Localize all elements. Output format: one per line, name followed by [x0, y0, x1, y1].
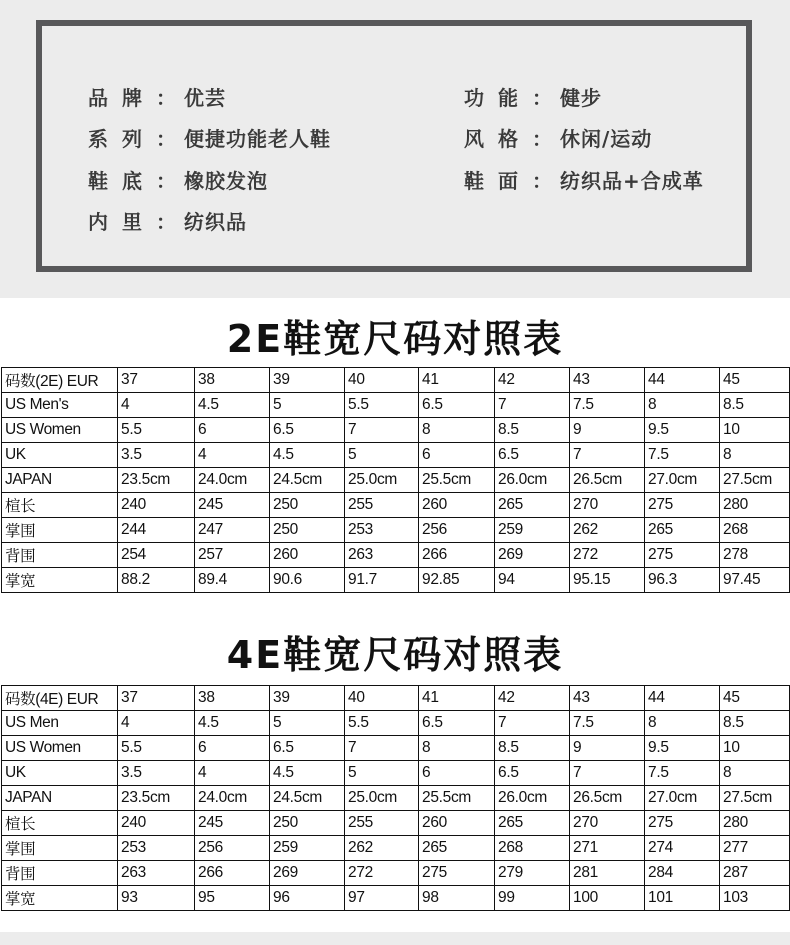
table-cell: 90.6: [270, 568, 345, 593]
table-cell: 257: [195, 543, 270, 568]
row-header-cell: JAPAN: [2, 468, 118, 493]
table-row: [2, 886, 790, 911]
table-cell: 255: [345, 493, 419, 518]
info-upper-label: 鞋面：: [464, 169, 566, 193]
table-cell: 24.0cm: [195, 786, 270, 811]
table-cell: 43: [570, 686, 645, 711]
table-cell: 38: [195, 368, 270, 393]
table-cell: 253: [345, 518, 419, 543]
info-style-label: 风格：: [464, 127, 566, 151]
table-cell: 260: [419, 811, 495, 836]
table-cell: 6: [419, 761, 495, 786]
row-header-cell: 掌宽: [2, 568, 118, 593]
row-header-cell: US Men: [2, 711, 118, 736]
table-cell: 5.5: [345, 393, 419, 418]
table-cell: 8.5: [720, 393, 790, 418]
table-cell: 245: [195, 493, 270, 518]
table-cell: 7.5: [645, 443, 720, 468]
table-cell: 27.5cm: [720, 468, 790, 493]
info-sole-value: 橡胶发泡: [184, 169, 268, 193]
table-cell: 275: [645, 543, 720, 568]
table-cell: 45: [720, 368, 790, 393]
table-cell: 3.5: [118, 761, 195, 786]
table-cell: 259: [495, 518, 570, 543]
table-cell: 250: [270, 518, 345, 543]
table-cell: 92.85: [419, 568, 495, 593]
table-row: [2, 761, 790, 786]
table-cell: 8: [419, 736, 495, 761]
table-cell: 255: [345, 811, 419, 836]
table-cell: 93: [118, 886, 195, 911]
table-row: [2, 786, 790, 811]
table-cell: 88.2: [118, 568, 195, 593]
info-sole: [88, 165, 268, 194]
table-cell: 6: [195, 418, 270, 443]
table-cell: 256: [419, 518, 495, 543]
table-cell: 4: [195, 761, 270, 786]
table-cell: 10: [720, 418, 790, 443]
table-cell: 266: [195, 861, 270, 886]
table-cell: 25.0cm: [345, 468, 419, 493]
product-info-box: [36, 20, 752, 272]
info-lining-value: 纺织品: [184, 210, 247, 234]
table-cell: 27.0cm: [645, 468, 720, 493]
table-cell: 7: [570, 443, 645, 468]
table-cell: 6.5: [495, 761, 570, 786]
table-cell: 100: [570, 886, 645, 911]
table-cell: 95.15: [570, 568, 645, 593]
table-cell: 5.5: [118, 736, 195, 761]
table-cell: 263: [345, 543, 419, 568]
table-row: [2, 368, 790, 393]
table-cell: 274: [645, 836, 720, 861]
table-row: [2, 393, 790, 418]
table-cell: 25.5cm: [419, 786, 495, 811]
size-table-2e: [1, 367, 790, 593]
table-cell: 8: [419, 418, 495, 443]
table-row: [2, 811, 790, 836]
info-series: [88, 123, 331, 152]
table-cell: 39: [270, 686, 345, 711]
table-cell: 272: [570, 543, 645, 568]
table-cell: 262: [345, 836, 419, 861]
table-cell: 260: [270, 543, 345, 568]
info-sole-label: 鞋底：: [88, 169, 190, 193]
table-cell: 5: [345, 761, 419, 786]
product-info-panel: [0, 0, 790, 298]
info-style-value: 休闲/运动: [560, 127, 653, 151]
table-cell: 95: [195, 886, 270, 911]
table-cell: 7: [570, 761, 645, 786]
table-cell: 244: [118, 518, 195, 543]
table-cell: 4.5: [270, 761, 345, 786]
table-cell: 7.5: [570, 393, 645, 418]
table-cell: 4.5: [270, 443, 345, 468]
info-upper: [464, 165, 704, 194]
table-cell: 275: [645, 493, 720, 518]
table-cell: 43: [570, 368, 645, 393]
table-cell: 287: [720, 861, 790, 886]
row-header-cell: 背围: [2, 543, 118, 568]
table-cell: 277: [720, 836, 790, 861]
table-cell: 7: [345, 736, 419, 761]
table-cell: 254: [118, 543, 195, 568]
row-header-cell: 楦长: [2, 811, 118, 836]
table-cell: 9: [570, 418, 645, 443]
row-header-cell: 掌围: [2, 836, 118, 861]
table-cell: 8: [720, 761, 790, 786]
table-cell: 263: [118, 861, 195, 886]
row-header-cell: UK: [2, 443, 118, 468]
table-row: [2, 493, 790, 518]
table-cell: 89.4: [195, 568, 270, 593]
table-cell: 253: [118, 836, 195, 861]
table-cell: 8.5: [720, 711, 790, 736]
table-cell: 5: [270, 393, 345, 418]
table-cell: 26.0cm: [495, 468, 570, 493]
info-brand-value: 优芸: [184, 86, 226, 110]
bottom-bar: [0, 932, 790, 945]
table-cell: 278: [720, 543, 790, 568]
table-cell: 9.5: [645, 418, 720, 443]
table-cell: 44: [645, 686, 720, 711]
info-lining: [88, 206, 247, 235]
table-row: [2, 443, 790, 468]
table-row: [2, 861, 790, 886]
table-cell: 41: [419, 368, 495, 393]
table-cell: 44: [645, 368, 720, 393]
table-cell: 279: [495, 861, 570, 886]
table-cell: 6.5: [419, 711, 495, 736]
table-cell: 265: [495, 493, 570, 518]
table-cell: 103: [720, 886, 790, 911]
table-cell: 41: [419, 686, 495, 711]
table-cell: 247: [195, 518, 270, 543]
table-cell: 265: [645, 518, 720, 543]
table-cell: 4: [118, 393, 195, 418]
row-header-cell: US Women: [2, 736, 118, 761]
table-cell: 7.5: [645, 761, 720, 786]
table-cell: 8.5: [495, 418, 570, 443]
table-cell: 250: [270, 493, 345, 518]
table-cell: 8.5: [495, 736, 570, 761]
size-table-4e: [1, 685, 790, 911]
table-row: [2, 568, 790, 593]
table-cell: 24.0cm: [195, 468, 270, 493]
table-cell: 259: [270, 836, 345, 861]
table-cell: 265: [419, 836, 495, 861]
table-cell: 39: [270, 368, 345, 393]
table-cell: 6.5: [270, 418, 345, 443]
table-cell: 262: [570, 518, 645, 543]
table-cell: 265: [495, 811, 570, 836]
info-brand: [88, 82, 226, 111]
row-header-cell: UK: [2, 761, 118, 786]
row-header-cell: 码数(4E) EUR: [2, 686, 118, 711]
table-cell: 24.5cm: [270, 468, 345, 493]
row-header-cell: JAPAN: [2, 786, 118, 811]
table-cell: 7: [495, 393, 570, 418]
table-cell: 3.5: [118, 443, 195, 468]
table-cell: 4: [195, 443, 270, 468]
table-cell: 260: [419, 493, 495, 518]
table-cell: 269: [495, 543, 570, 568]
row-header-cell: 楦长: [2, 493, 118, 518]
table-row: [2, 686, 790, 711]
table-cell: 40: [345, 686, 419, 711]
table-cell: 9: [570, 736, 645, 761]
table-cell: 4.5: [195, 711, 270, 736]
table-cell: 96: [270, 886, 345, 911]
table-cell: 280: [720, 493, 790, 518]
table-cell: 5: [270, 711, 345, 736]
table-cell: 240: [118, 811, 195, 836]
table-cell: 6: [195, 736, 270, 761]
table-cell: 6.5: [419, 393, 495, 418]
table-cell: 240: [118, 493, 195, 518]
table-cell: 270: [570, 811, 645, 836]
table-cell: 45: [720, 686, 790, 711]
table-cell: 6: [419, 443, 495, 468]
table-cell: 6.5: [495, 443, 570, 468]
table-cell: 272: [345, 861, 419, 886]
table-2e-title: 2E鞋宽尺码对照表: [226, 317, 564, 361]
table-cell: 280: [720, 811, 790, 836]
table-cell: 7.5: [570, 711, 645, 736]
info-function-value: 健步: [560, 86, 602, 110]
table-cell: 25.5cm: [419, 468, 495, 493]
table-row: [2, 543, 790, 568]
table-cell: 268: [495, 836, 570, 861]
table-cell: 275: [419, 861, 495, 886]
table-cell: 27.0cm: [645, 786, 720, 811]
table-cell: 5.5: [118, 418, 195, 443]
info-function: [464, 82, 602, 111]
table-row: [2, 836, 790, 861]
info-series-value: 便捷功能老人鞋: [184, 127, 331, 151]
table-row: [2, 736, 790, 761]
table-row: [2, 468, 790, 493]
row-header-cell: US Women: [2, 418, 118, 443]
table-cell: 275: [645, 811, 720, 836]
table-cell: 27.5cm: [720, 786, 790, 811]
info-series-label: 系列：: [88, 127, 190, 151]
info-function-label: 功能：: [464, 86, 566, 110]
table-row: [2, 418, 790, 443]
table-cell: 5.5: [345, 711, 419, 736]
table-cell: 96.3: [645, 568, 720, 593]
table-cell: 7: [345, 418, 419, 443]
table-cell: 25.0cm: [345, 786, 419, 811]
table-cell: 5: [345, 443, 419, 468]
table-cell: 4.5: [195, 393, 270, 418]
table-cell: 8: [645, 393, 720, 418]
row-header-cell: 掌围: [2, 518, 118, 543]
table-cell: 10: [720, 736, 790, 761]
table-cell: 245: [195, 811, 270, 836]
table-cell: 256: [195, 836, 270, 861]
table-cell: 97: [345, 886, 419, 911]
table-cell: 94: [495, 568, 570, 593]
table-cell: 4: [118, 711, 195, 736]
table-row: [2, 518, 790, 543]
row-header-cell: US Men's: [2, 393, 118, 418]
table-cell: 250: [270, 811, 345, 836]
table-cell: 26.5cm: [570, 786, 645, 811]
table-cell: 8: [645, 711, 720, 736]
table-cell: 271: [570, 836, 645, 861]
table-cell: 97.45: [720, 568, 790, 593]
table-row: [2, 711, 790, 736]
row-header-cell: 掌宽: [2, 886, 118, 911]
table-4e-title: 4E鞋宽尺码对照表: [226, 633, 564, 677]
table-cell: 269: [270, 861, 345, 886]
table-cell: 7: [495, 711, 570, 736]
row-header-cell: 背围: [2, 861, 118, 886]
table-cell: 24.5cm: [270, 786, 345, 811]
table-cell: 42: [495, 368, 570, 393]
table-cell: 26.0cm: [495, 786, 570, 811]
row-header-cell: 码数(2E) EUR: [2, 368, 118, 393]
table-cell: 268: [720, 518, 790, 543]
table-cell: 38: [195, 686, 270, 711]
info-brand-label: 品牌：: [88, 86, 190, 110]
table-cell: 91.7: [345, 568, 419, 593]
table-cell: 26.5cm: [570, 468, 645, 493]
table-cell: 266: [419, 543, 495, 568]
table-cell: 101: [645, 886, 720, 911]
table-cell: 98: [419, 886, 495, 911]
table-cell: 281: [570, 861, 645, 886]
table-cell: 270: [570, 493, 645, 518]
info-upper-value: 纺织品+合成革: [560, 169, 704, 193]
table-cell: 40: [345, 368, 419, 393]
table-cell: 23.5cm: [118, 786, 195, 811]
table-cell: 99: [495, 886, 570, 911]
info-style: [464, 123, 652, 152]
table-cell: 37: [118, 686, 195, 711]
table-cell: 8: [720, 443, 790, 468]
table-cell: 23.5cm: [118, 468, 195, 493]
table-cell: 37: [118, 368, 195, 393]
table-cell: 42: [495, 686, 570, 711]
table-cell: 9.5: [645, 736, 720, 761]
table-cell: 284: [645, 861, 720, 886]
table-cell: 6.5: [270, 736, 345, 761]
info-lining-label: 内里：: [88, 210, 190, 234]
